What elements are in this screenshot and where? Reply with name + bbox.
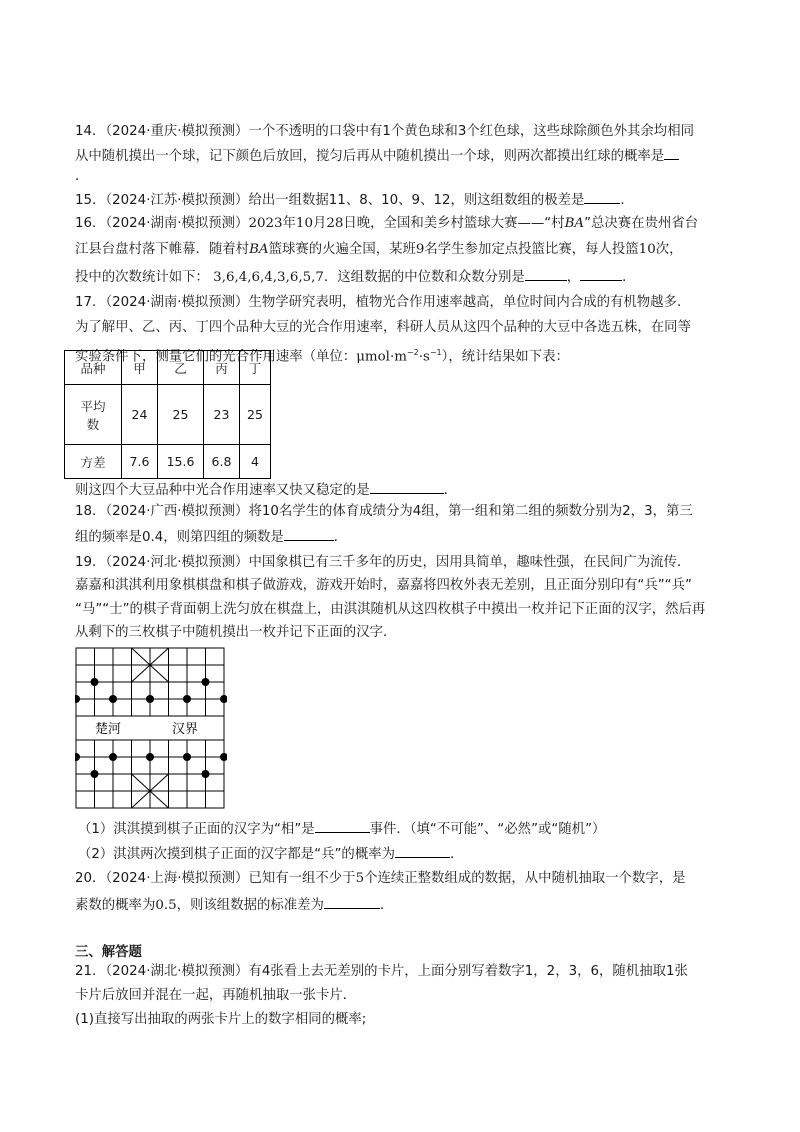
q20-answer-blank[interactable] — [324, 894, 380, 909]
river-right-label: 汉界 — [172, 722, 199, 737]
board-point — [220, 753, 227, 761]
q18-end: ． — [333, 530, 348, 545]
q18-line-2 — [75, 526, 347, 548]
q17-table — [64, 350, 271, 479]
q14-text: 从中随机摸出一个球，记下颜色后放回，搅匀后再从中随机摸出一个球，则两次都摸出红球的概率是 — [75, 149, 665, 164]
q16-ba-2: BA — [249, 242, 269, 257]
q16-mode-blank[interactable] — [580, 266, 622, 281]
q20-text-3: 素数的概率为 — [75, 898, 156, 913]
q16-text-2: ”总决赛在贵州省台 — [584, 216, 699, 231]
board-point — [75, 753, 80, 761]
q14-line-3: ． — [75, 169, 89, 184]
q19-line-2: 嘉嘉和淇淇利用象棋棋盘和棋子做游戏，游戏开始时，嘉嘉将四枚外表无差别，且正面分别印有“兵”“兵” — [75, 578, 692, 593]
q16-line-2 — [75, 240, 683, 260]
q16-text-7: ．这组数据的中位数和众数分别是 — [323, 270, 525, 285]
q16-text-1: ，全国和美乡村篮球大赛——“村 — [370, 216, 565, 231]
q20-end: ． — [379, 898, 394, 913]
q17-after-text: 则这四个大豆品种中光合作用速率又快又稳定的是 — [75, 483, 370, 498]
q16-text-5: 名学生参加定点投篮比赛，每人投篮 — [424, 242, 639, 257]
q16-text-6: 投中的次数统计如下： — [75, 270, 209, 285]
q19-line-3: “马”“士”的棋子背面朝上洗匀放在棋盘上，由淇淇随机从这四枚棋子中摸出一枚并记下正面的汉字，然后再 — [75, 602, 706, 617]
q17-unit-s: ·s — [418, 349, 430, 365]
q17-answer-blank[interactable] — [370, 479, 444, 494]
board-point — [109, 695, 117, 703]
q20-text-4: ，则该组数据的标准差为 — [176, 898, 324, 913]
table-header-cell: 丁 — [240, 351, 271, 385]
table-cell: 7.6 — [122, 445, 158, 479]
board-point — [183, 695, 191, 703]
q16-sep: ， — [566, 270, 581, 285]
q16-text-3: 江县台盘村落下帷幕．随着村 — [75, 242, 250, 257]
board-point — [91, 770, 99, 778]
q17-after — [75, 479, 457, 501]
q19-part-1 — [78, 818, 605, 840]
q14-line-2 — [75, 145, 679, 167]
q16-count: 9 — [415, 242, 425, 257]
q19-part-2 — [78, 843, 463, 865]
q17-exp-1: −2 — [406, 348, 419, 357]
chessboard-figure — [75, 647, 227, 811]
table-header-cell: 品种 — [65, 351, 122, 385]
board-point — [146, 753, 154, 761]
q21-line-3: (1)直接写出抽取的两张卡片上的数字相同的概率; — [75, 1012, 367, 1027]
q15-answer-blank[interactable] — [584, 189, 620, 204]
q16-end: ． — [622, 270, 636, 285]
q16-line-1 — [75, 214, 698, 234]
q18-line-1: 18．（2024·广西·模拟预测）将10名学生的体育成绩分为4组，第一组和第二组的频数分别为2，3，第三 — [75, 504, 693, 519]
q20-line-1 — [75, 869, 685, 889]
table-row-label: 方差 — [65, 445, 122, 479]
table-row — [65, 351, 271, 385]
q17-text-2: ），统计结果如下表： — [441, 349, 569, 365]
board-point — [202, 678, 210, 686]
table-row — [65, 445, 271, 479]
table-cell: 25 — [158, 385, 204, 445]
board-point — [109, 753, 117, 761]
table-header-cell: 丙 — [204, 351, 240, 385]
q19-line-1: 19．（2024·河北·模拟预测）中国象棋已有三千多年的历史，因用具简单，趣味性强，在民间广为流传． — [75, 555, 691, 570]
q19-line-4: 从剩下的三枚棋子中随机摸出一枚并记下正面的汉字． — [75, 625, 397, 640]
q17-after-end: ． — [443, 483, 457, 498]
q20-n: 5 — [355, 871, 365, 886]
table-cell: 23 — [204, 385, 240, 445]
q17-text: 实验条件下，测量它们的光合作用速率（单位： — [75, 349, 357, 365]
q20-text-2: 个连续正整数组成的数据，从中随机抽取一个数字，是 — [364, 871, 686, 886]
q16-line-3 — [75, 266, 636, 288]
table-row — [65, 385, 271, 445]
board-point — [91, 678, 99, 686]
table-cell: 25 — [240, 385, 271, 445]
table-header-cell: 甲 — [122, 351, 158, 385]
board-point — [75, 695, 80, 703]
q15-line — [75, 189, 634, 211]
q19-p2-blank[interactable] — [395, 843, 450, 858]
q16-date: 2023年10月28日晚 — [248, 216, 371, 231]
q18-answer-blank[interactable] — [284, 526, 334, 541]
table-header-cell: 乙 — [158, 351, 204, 385]
q16-ba: BA — [564, 216, 585, 231]
q16-shots: 10次 — [638, 242, 670, 257]
table-cell: 6.8 — [204, 445, 240, 479]
q16-data: 3,6,4,6,4,3,6,5,7 — [213, 270, 324, 285]
avg-label-2: 数 — [86, 416, 100, 432]
q14-line-1: 14．（2024·重庆·模拟预测）一个不透明的口袋中有1个黄色球和3个红色球，这些球除颜色外其余均相同 — [75, 124, 694, 139]
q16-median-blank[interactable] — [525, 266, 567, 281]
board-point — [183, 753, 191, 761]
q14-answer-blank[interactable] — [664, 145, 679, 160]
table-cell: 24 — [122, 385, 158, 445]
board-point — [146, 695, 154, 703]
q15-text: 15．（2024·江苏·模拟预测）给出一组数据11、8、10、9、12，则这组数组的极差是 — [75, 193, 585, 208]
q19-p2-text: （2）淇淇两次摸到棋子正面的汉字都是“兵”的概率为 — [78, 847, 395, 862]
q18-text: 组的频率是0.4，则第四组的频数是 — [75, 530, 284, 545]
q16-label: 16．（2024·湖南·模拟预测） — [75, 216, 249, 231]
q16-comma: ， — [669, 242, 683, 257]
q21-line-2: 卡片后放回并混在一起，再随机抽取一张卡片． — [75, 988, 357, 1003]
q20-line-2 — [75, 894, 393, 916]
table-cell: 4 — [240, 445, 271, 479]
q19-p1-blank[interactable] — [315, 818, 370, 833]
board-point — [202, 770, 210, 778]
section-heading: 三、解答题 — [75, 945, 142, 960]
q20-p: 0.5 — [155, 898, 177, 913]
q19-p1-end: 事件．（填“不可能”、“必然”或“随机”） — [369, 822, 606, 837]
board-point — [220, 695, 227, 703]
q16-text-4: 篮球赛的火遍全国，某班 — [268, 242, 416, 257]
q15-end: ． — [620, 193, 634, 208]
q17-exp-2: −1 — [429, 348, 442, 357]
table-cell: 15.6 — [158, 445, 204, 479]
q17-line-1: 17．（2024·湖南·模拟预测）生物学研究表明，植物光合作用速率越高，单位时间内合成的有机物越多． — [75, 295, 691, 310]
q21-line-1: 21．（2024·湖北·模拟预测）有4张看上去无差别的卡片，上面分别写着数字1，2，3，6，随机抽取1张 — [75, 964, 688, 979]
q19-p2-end: ． — [450, 847, 464, 862]
q17-unit: μmol·m — [356, 349, 407, 365]
avg-label-1: 平均 — [80, 398, 106, 414]
q17-line-2: 为了解甲、乙、丙、丁四个品种大豆的光合作用速率，科研人员从这四个品种的大豆中各选五株，在同等 — [75, 320, 691, 335]
river-left-label: 楚河 — [95, 722, 122, 737]
table-row-label — [65, 385, 122, 445]
q20-text-1: 20．（2024·上海·模拟预测）已知有一组不少于 — [75, 871, 356, 886]
q19-p1-text: （1）淇淇摸到棋子正面的汉字为“相”是 — [78, 822, 315, 837]
